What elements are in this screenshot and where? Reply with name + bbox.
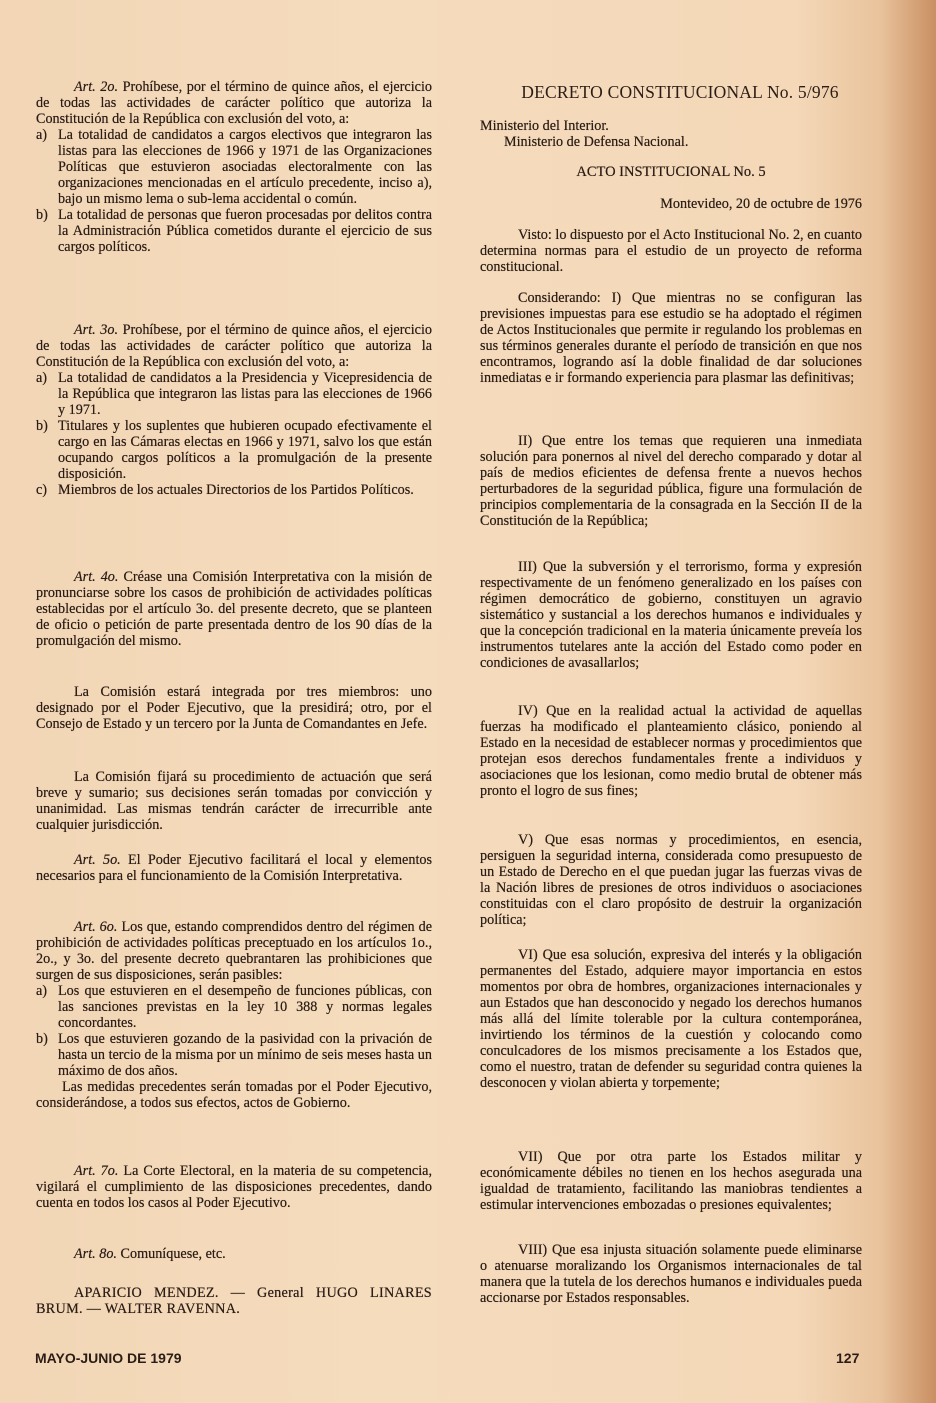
list-item <box>36 1031 432 1079</box>
paragraph-comision-procedure: La Comisión fijará su procedimiento de actuación que será breve y sumario; sus decisiones serán tomadas por convicción y unanimidad. Las mismas tendrán carácter de irrecurrible ante cualquier jurisdicción. <box>36 769 432 833</box>
article-label: Art. 6o. <box>74 919 118 935</box>
considerando-6: VI) Que esa solución, expresiva del interés y la obligación permanentes del Estado, adquiere mayor importancia en estos momentos por obra de hombres, organizaciones internacionales y aun Estados que han desconocido y negado los derechos humanos más allá del límite tolerable por la cultura contemporánea, invirtiendo los términos de la cuestión y colocando como conculcadores de los mismos precisamente a los Estados que, como el nuestro, tratan de defender su seguridad contra quienes la desconocen y violan abierta y torpemente; <box>480 947 862 1091</box>
considerando-2: II) Que entre los temas que requieren una inmediata solución para ponernos al nivel del derecho comparado y dotar al país de medios eficientes de defensa frente a nuevos hechos perturbadores de la seguridad pública, figure una formulación de principios complementaria de la consagrada en la Sección II de la Constitución de la República; <box>480 433 862 529</box>
considerando-3: III) Que la subversión y el terrorismo, forma y expresión respectivamente de un fenómeno generalizado en los países con régimen democrático de gobierno, constituyen un agravio sistemático y sustancial a los derechos humanos e individuales y que la concepción tradicional en la materia únicamente preveía los instrumentos tutelares ante la acción del Estado como poder en condiciones de avasallarlos; <box>480 559 862 671</box>
article-label: Art. 5o. <box>74 852 121 868</box>
article-text: Comuníquese, etc. <box>120 1246 226 1262</box>
ministry-interior: Ministerio del Interior. <box>480 118 609 134</box>
list-item <box>36 983 432 1031</box>
list-item <box>36 207 432 255</box>
article-label: Art. 7o. <box>74 1163 119 1179</box>
considerando-4: IV) Que en la realidad actual la actividad de aquellas fuerzas ha modificado el planteamiento clásico, poniendo al Estado en la necesidad de establecer normas y procedimientos que protejan esos derechos fundamentales frente a individuos y asociaciones que los lesionan, como medio brutal de obtener más pronto el logro de sus fines; <box>480 703 862 799</box>
page-number: 127 <box>836 1350 860 1366</box>
article-7 <box>36 1163 432 1211</box>
article-2 <box>36 79 432 255</box>
ministry-defense: Ministerio de Defensa Nacional. <box>504 134 689 150</box>
date-line: Montevideo, 20 de octubre de 1976 <box>660 196 862 212</box>
item-text: La totalidad de candidatos a cargos electivos que integraron las listas para las elecciones de 1966 y 1971 de las Organizaciones Políticas que estuvieron asociadas electoralmente con las organizaciones mencionadas en el artículo precedente, inciso a), bajo un mismo lema o sub-lema accidental o común. <box>58 127 432 207</box>
list-item <box>36 418 432 482</box>
list-item <box>36 127 432 207</box>
item-label: c) <box>36 482 48 498</box>
considerando-5: V) Que esas normas y procedimientos, en esencia, persiguen la seguridad interna, considerada como presupuesto de un Estado de Derecho en el que puedan jugar las fuerzas vivas de la Nación libres de presiones de otros individuos o asociaciones constituidas con el claro propósito de destruir la organización política; <box>480 832 862 928</box>
act-subtitle: ACTO INSTITUCIONAL No. 5 <box>576 164 766 180</box>
article-label: Art. 4o. <box>74 569 119 585</box>
issue-date: MAYO-JUNIO DE 1979 <box>35 1350 182 1366</box>
article-text: Prohíbese, por el término de quince años, el ejercicio de todas las actividades de carácter político que autoriza la Constitución de la República con exclusión del voto, a: <box>36 322 432 370</box>
article-text: La Corte Electoral, en la materia de su competencia, vigilará el cumplimiento de las disposiciones precedentes, dando cuenta en todos los casos al Poder Ejecutivo. <box>36 1163 432 1211</box>
considerando-8: VIII) Que esa injusta situación solamente puede eliminarse o atenuarse moralizando los Organismos internacionales de tal manera que la tutela de los derechos humanos e individuales pueda accionarse por Estados responsables. <box>480 1242 862 1306</box>
article-label: Art. 8o. <box>74 1246 117 1262</box>
article-label: Art. 3o. <box>74 322 119 338</box>
article-closing: Las medidas precedentes serán tomadas por el Poder Ejecutivo, considerándose, a todos sus efectos, actos de Gobierno. <box>36 1079 432 1111</box>
considerando-1: Considerando: I) Que mientras no se configuran las previsiones impuestas para ese estudio se ha adoptado el régimen de Actos Institucionales que permite ir regulando los problemas en sus términos generales durante el período de transición en que nos encontramos, logrando así la doble finalidad de dar soluciones inmediatas e ir formando experiencia para plasmar las definitivas; <box>480 290 862 386</box>
item-label: b) <box>36 207 48 223</box>
article-text: Créase una Comisión Interpretativa con la misión de pronunciarse sobre los casos de prohibición de actividades políticas establecidas por el artículo 3o. del presente decreto, que se planteen de oficio o petición de parte presentada dentro de los 90 días de la promulgación del mismo. <box>36 569 433 649</box>
decree-title: DECRETO CONSTITUCIONAL No. 5/976 <box>521 82 839 102</box>
paragraph-comision-integration: La Comisión estará integrada por tres miembros: uno designado por el Poder Ejecutivo, que la presidirá; otro, por el Consejo de Estado y un tercero por la Junta de Comandantes en Jefe. <box>36 684 432 732</box>
article-8 <box>36 1246 432 1262</box>
item-label: b) <box>36 418 48 434</box>
item-text: La totalidad de personas que fueron procesadas por delitos contra la Administración Pública cometidos durante el ejercicio de sus cargos políticos. <box>58 207 432 255</box>
item-label: a) <box>36 983 48 999</box>
article-text: Los que, estando comprendidos dentro del régimen de prohibición de actividades políticas preceptuado en los artículos 1o., 2o., y 3o. del presente decreto quebrantaren las prohibiciones que surgen de sus disposiciones, serán pasibles: <box>36 919 432 983</box>
article-5 <box>36 852 432 884</box>
visto-paragraph: Visto: lo dispuesto por el Acto Institucional No. 2, en cuanto determina normas para el estudio de un proyecto de reforma constitucional. <box>480 227 862 275</box>
item-label: a) <box>36 370 48 386</box>
item-text: Los que estuvieren gozando de la pasividad con la privación de hasta un tercio de la misma por un mínimo de seis meses hasta un máximo de dos años. <box>58 1031 432 1079</box>
list-item <box>36 482 432 498</box>
article-text: El Poder Ejecutivo facilitará el local y elementos necesarios para el funcionamiento de la Comisión Interpretativa. <box>36 852 432 884</box>
item-label: b) <box>36 1031 48 1047</box>
item-text: Los que estuvieren en el desempeño de funciones públicas, con las sanciones previstas en la ley 10 388 y normas legales concordantes. <box>58 983 432 1031</box>
item-label: a) <box>36 127 48 143</box>
article-4 <box>36 569 432 649</box>
considerando-7: VII) Que por otra parte los Estados militar y económicamente débiles no tienen en los hechos asegurada una igualdad de tratamiento, facilitando las maniobras tendientes a estimular intervenciones embozadas o presiones equivalentes; <box>480 1149 862 1213</box>
article-3 <box>36 322 432 498</box>
list-item <box>36 370 432 418</box>
item-text: Miembros de los actuales Directorios de los Partidos Políticos. <box>58 482 414 498</box>
signatures: APARICIO MENDEZ. — General HUGO LINARES BRUM. — WALTER RAVENNA. <box>36 1285 432 1317</box>
article-6 <box>36 919 432 1111</box>
article-text: Prohíbese, por el término de quince años, el ejercicio de todas las actividades de carácter político que autoriza la Constitución de la República con exclusión del voto, a: <box>36 79 432 127</box>
article-label: Art. 2o. <box>74 79 119 95</box>
item-text: La totalidad de candidatos a la Presidencia y Vicepresidencia de la República que integraron las listas para las elecciones de 1966 y 1971. <box>58 370 432 418</box>
item-text: Titulares y los suplentes que hubieren ocupado efectivamente el cargo en las Cámaras electas en 1966 y 1971, salvo los que están ocupando cargos políticos a la promulgación de la presente disposición. <box>58 418 432 482</box>
